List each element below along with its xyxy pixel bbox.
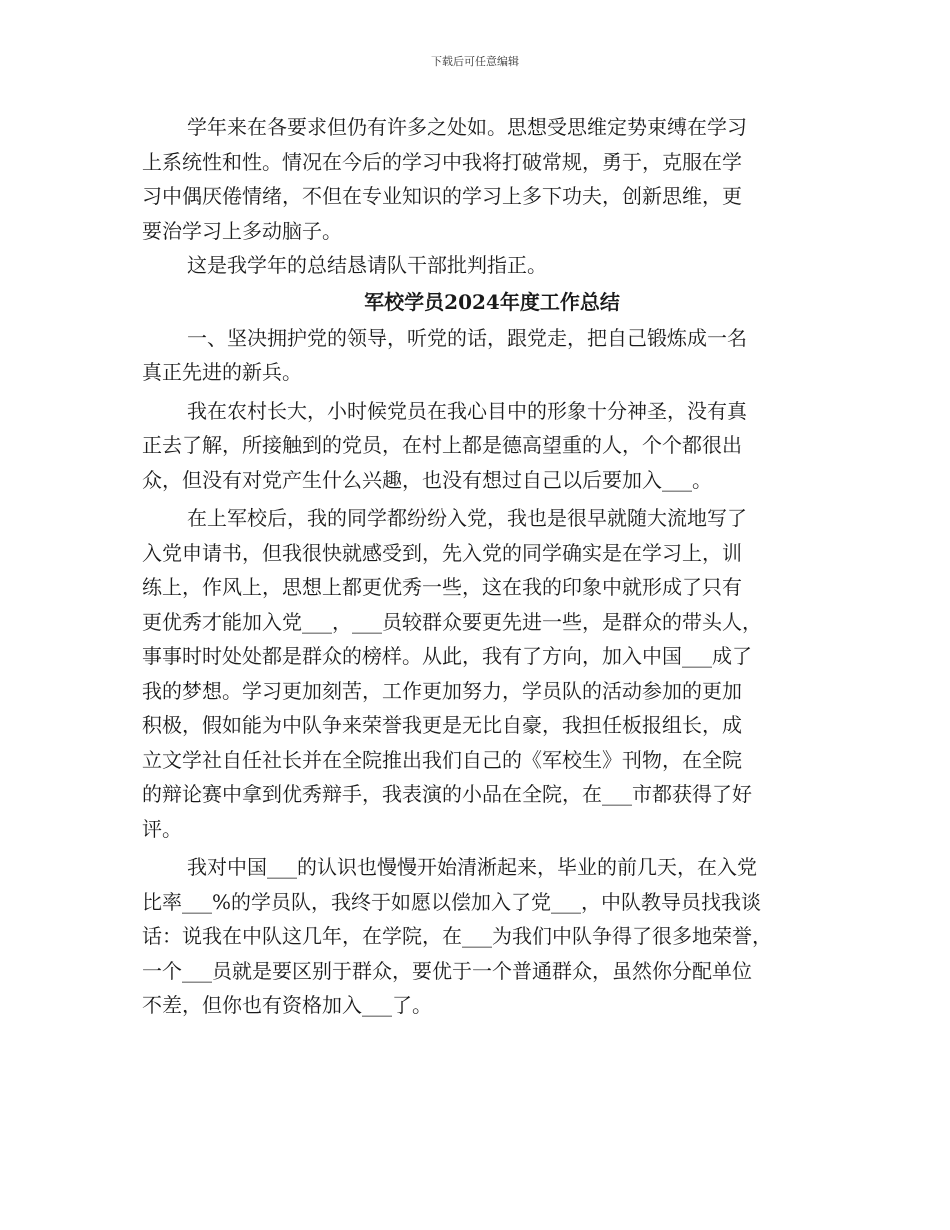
document-title: 军校学员2024年度工作总结 (364, 289, 620, 314)
paragraph-2 (142, 501, 812, 846)
text-line: 练上，作风上，思想上都更优秀一些，这在我的印象中就形成了只有 (142, 575, 742, 599)
text-line: 上系统性和性。情况在今后的学习中我将打破常规，勇于，克服在学 (142, 149, 742, 174)
text-line: 众，但没有对党产生什么兴趣，也没有想过自己以后要加入___。 (142, 467, 712, 492)
text-line: 在上军校后，我的同学都纷纷入党，我也是很早就随大流地写了 (187, 506, 747, 530)
text-line: 正去了解，所接触到的党员，在村上都是德高望重的人，个个都很出 (142, 433, 742, 457)
text-line: 不差，但你也有资格加入___了。 (142, 993, 432, 1017)
section-1-heading (142, 321, 812, 390)
text-line: 更优秀才能加入党___，___员较群众要更先进一些，是群众的带头人， (142, 609, 762, 634)
document-body (142, 110, 812, 1023)
intro-paragraph (142, 110, 812, 248)
text-line: 入党申请书，但我很快就感受到，先入党的同学确实是在学习上，训 (142, 540, 742, 565)
paragraph-1 (142, 394, 812, 498)
text-line: 评。 (142, 816, 182, 841)
text-line: 立文学社自任社长并在全院推出我们自己的《军校生》刊物，在全院 (142, 747, 742, 772)
text-line: 一、坚决拥护党的领导，听党的话，跟党走，把自己锻炼成一名 (187, 325, 747, 350)
text-line: 积极，假如能为中队争来荣誉我更是无比自豪，我担任板报组长，成 (142, 713, 742, 737)
page-header: 下载后可任意编辑 (431, 55, 519, 68)
text-line: 我在农村长大，小时候党员在我心目中的形象十分神圣，没有真 (187, 398, 747, 423)
text-line: 一个___员就是要区别于群众，要优于一个普通群众，虽然你分配单位 (142, 958, 752, 983)
text-line: 比率___%的学员队，我终于如愿以偿加入了党___，中队教导员找我谈 (142, 889, 762, 914)
closing-line: 这是我学年的总结恳请队干部批判指正。 (187, 253, 547, 277)
text-line: 事事时时处处都是群众的榜样。从此，我有了方向，加入中国___成了 (142, 644, 752, 668)
text-line: 习中偶厌倦情绪，不但在专业知识的学习上多下功夫，创新思维，更 (142, 184, 742, 208)
text-line: 的辩论赛中拿到优秀辩手，我表演的小品在全院，在___市都获得了好 (142, 782, 752, 806)
text-line: 学年来在各要求但仍有许多之处如。思想受思维定势束缚在学习 (187, 115, 747, 139)
paragraph-3 (142, 850, 812, 1023)
text-line: 话：说我在中队这几年，在学院，在___为我们中队争得了很多地荣誉， (142, 924, 772, 948)
text-line: 真正先进的新兵。 (142, 360, 302, 384)
text-line: 要治学习上多动脑子。 (142, 218, 342, 243)
text-line: 我的梦想。学习更加刻苦，工作更加努力，学员队的活动参加的更加 (142, 678, 742, 703)
text-line: 我对中国___的认识也慢慢开始清淅起来，毕业的前几天，在入党 (187, 855, 757, 879)
